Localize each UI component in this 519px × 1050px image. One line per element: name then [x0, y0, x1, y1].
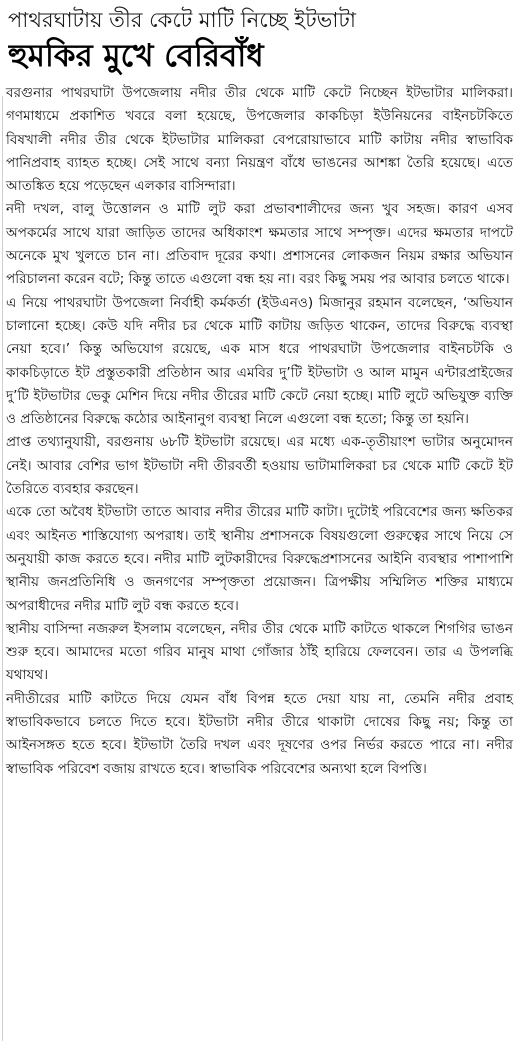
- article-paragraph: স্থানীয় বাসিন্দা নজরুল ইসলাম বলেছেন, নদীর তীর থেকে মাটি কাটতে থাকলে শিগগির ভাঙন শুরু হবে। আমাদের মতো গরিব মানুষ মাথা গোঁজার ঠাঁই হারিয়ে ফেলবেন। তার এ উপলব্ধি যথাযথ।: [6, 620, 513, 684]
- article-paragraph: বরগুনার পাথরঘাটা উপজেলায় নদীর তীর থেকে মাটি কেটে নিচ্ছেন ইটভাটার মালিকরা। গণমাধ্যমে প্রকাশিত খবরে বলা হয়েছে, উপজেলার কাকচিড়া ইউনিয়নের বাইনচটকিতে বিষখালী নদীর তীর থেকে ইটভাটার মালিকরা বেপরোয়াভাবে মাটি কাটায় নদীর স্বাভাবিক পানিপ্রবাহ ব্যাহত হচ্ছে। সেই সাথে বন্যা নিয়ন্ত্রণ বাঁধে ভাঙনের আশঙ্কা তৈরি হয়েছে। এতে আতঙ্কিত হয়ে পড়েছেন এলকার বাসিন্দারা।: [6, 85, 513, 195]
- article-headline: হুমকির মুখে বেরিবাঁধ: [8, 38, 264, 74]
- column-rule: [2, 96, 3, 1041]
- article-paragraph: নদী দখল, বালু উত্তোলন ও মাটি লুট করা প্রভাবশালীদের জন্য খুব সহজ। কারণ এসব অপকর্মের সাথে যারা জাড়িত তাদের অধিকাংশ ক্ষমতার সাথে সম্পৃক্ত। এদের ক্ষমতার দাপটে অনেকে মুখ খুলতে চান না। প্রতিবাদ দূরের কথা। প্রশাসনের লোকজন নিয়ম রক্ষার অভিযান পরিচালনা করেন বটে; কিন্তু তাতে এগুলো বন্ধ হয় না। বরং কিছু সময় পর আবার চলতে থাকে।: [6, 201, 513, 288]
- article-kicker: পাথরঘাটায় তীর কেটে মাটি নিচ্ছে ইটভাটা: [8, 8, 356, 32]
- article-paragraph: একে তো অবৈধ ইটভাটা তাতে আবার নদীর তীরের মাটি কাটা। দুটোই পরিবেশের জন্য ক্ষতিকর এবং আইনত শাস্তিযোগ্য অপরাধ। তাই স্থানীয় প্রশাসনকে বিষয়গুলো গুরুত্বের সাথে নিয়ে সে অনুযায়ী কাজ করতে হবে। নদীর মাটি লুটকারীদের বিরুদ্ধেপ্রশাসনের আইনি ব্যবস্থার পাশাপাশি স্থানীয় জনপ্রতিনিধি ও জনগণের সম্পৃক্ততা প্রয়োজন। ত্রিপক্ষীয় সম্মিলিত শক্তির মাধ্যমে অপরাধীদের নদীর মাটি লুট বন্ধ করতে হবে।: [6, 504, 513, 614]
- article-paragraph: প্রাপ্ত তথ্যানুযায়ী, বরগুনায় ৬৮টি ইটভাটা রয়েছে। এর মধ্যে এক-তৃতীয়াংশ ভাটার অনুমোদন নেই। আবার বেশির ভাগ ইটভাটা নদী তীরবর্তী হওয়ায় ভাটামালিকরা চর থেকে মাটি কেটে ইট তৈরিতে ব্যবহার করছেন।: [6, 434, 513, 498]
- article-body: [6, 82, 513, 781]
- article-paragraph: এ নিয়ে পাথরঘাটা উপজেলা নির্বাহী কর্মকর্তা (ইউএনও) মিজানুর রহমান বলেছেন, ‘অভিযান চালানো হচ্ছে। কেউ যদি নদীর চর থেকে মাটি কাটায় জড়িত থাকেন, তাদের বিরুদ্ধে ব্যবস্থা নেয়া হবে।’ কিন্তু অভিযোগ রয়েছে, এক মাস ধরে পাথরঘাটা উপজেলার বাইনচটকি ও কাকচিড়াতে ইট প্রস্তুতকারী প্রতিষ্ঠান আর এমবির দু’টি ইটভাটা ও আল মামুন এন্টারপ্রাইজের দু’টি ইটভাটার ভেকু মেশিন দিয়ে নদীর তীরের মাটি কেটে নেয়া হচ্ছে। মাটি লুটে অভিযুক্ত ব্যক্তি ও প্রতিষ্ঠানের বিরুদ্ধে কঠোর আইনানুগ ব্যবস্থা নিলে এগুলো বন্ধ হতো; কিন্তু তা হয়নি।: [6, 294, 513, 428]
- article-paragraph: নদীতীরের মাটি কাটতে দিয়ে যেমন বাঁধ বিপন্ন হতে দেয়া যায় না, তেমনি নদীর প্রবাহ স্বাভাবিকভাবে চলতে দিতে হবে। ইটভাটা নদীর তীরে থাকাটা দোষের কিছু নয়; কিন্তু তা আইনসঙ্গত হতে হবে। ইটভাটা তৈরি দখল এবং দূষণের ওপর নির্ভর করতে পারে না। নদীর স্বাভাবিক পরিবেশ বজায় রাখতে হবে। স্বাভাবিক পরিবেশের অন্যথা হলে বিপত্তি।: [6, 690, 513, 777]
